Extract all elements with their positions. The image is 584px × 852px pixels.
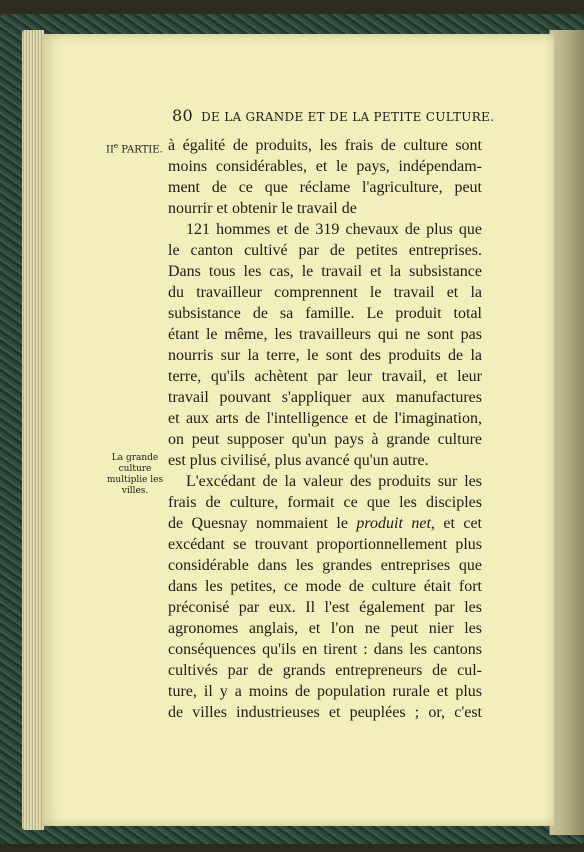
text-line: considérable dans les grandes entreprises que bbox=[168, 557, 482, 574]
facing-page-edge bbox=[549, 30, 584, 835]
text-line: nourris sur la terre, le sont des produits de la bbox=[168, 347, 482, 364]
sidenote-line: multiplie les bbox=[106, 475, 164, 485]
text-line: conséquences qu'ils en tirent : dans les cantons bbox=[168, 641, 482, 658]
italic-term: produit net bbox=[356, 515, 431, 532]
text-line: nourrir et obtenir le travail de bbox=[168, 200, 357, 217]
text-line: moins considérables, et le pays, indépendam- bbox=[168, 158, 482, 175]
sidenote-line: La grande bbox=[111, 453, 159, 463]
text-line: terre, qu'ils achètent par leur travail, et leur bbox=[168, 368, 482, 385]
part-word: PARTIE. bbox=[118, 144, 163, 156]
text-line: on peut supposer qu'un pays à grande culture bbox=[168, 431, 482, 448]
text-line: ture, il y a moins de population rurale et plus bbox=[168, 683, 482, 700]
text-line: Dans tous les cas, le travail et la subsistance bbox=[168, 263, 482, 280]
running-header bbox=[172, 106, 494, 125]
page-number: 80 bbox=[172, 106, 193, 125]
text-line: dans les petites, ce mode de culture était fort bbox=[168, 578, 482, 595]
text-line: préconisé par eux. Il l'est également par les bbox=[168, 599, 482, 616]
page-stack-edge bbox=[22, 30, 44, 830]
text-line: agronomes anglais, et l'on ne peut nier les bbox=[168, 620, 482, 637]
text-line: et aux arts de l'intelligence et de l'imagination, bbox=[168, 410, 482, 427]
text-line: ment de ce que réclame l'agriculture, peut bbox=[168, 179, 482, 196]
text-line bbox=[168, 514, 482, 536]
text-line: à égalité de produits, les frais de culture sont bbox=[168, 137, 482, 154]
part-margin-label bbox=[106, 142, 163, 155]
text-line: étant le même, les travailleurs qui ne sont pas bbox=[168, 326, 482, 343]
text-line: est plus civilisé, plus avancé qu'un autre. bbox=[168, 452, 429, 469]
text-fragment: de Quesnay nommaient le bbox=[168, 515, 357, 532]
part-sup: e bbox=[113, 142, 119, 150]
marginal-sidenote bbox=[98, 453, 172, 497]
text-fragment: , et cet bbox=[430, 515, 482, 532]
text-line: cultivés par de grands entrepreneurs de cul- bbox=[168, 662, 482, 679]
text-line: frais de culture, formait ce que les disciples bbox=[168, 494, 482, 511]
text-line: subsistance de sa famille. Le produit total bbox=[168, 305, 482, 322]
text-line: du travailleur comprennent le travail et la bbox=[168, 284, 482, 301]
text-line: le canton cultivé par de petites entreprises. bbox=[168, 242, 482, 259]
part-roman: II bbox=[106, 144, 114, 156]
sidenote-line: culture bbox=[118, 464, 152, 474]
sidenote-line: villes. bbox=[121, 486, 149, 496]
text-line: L'excédant de la valeur des produits sur les bbox=[186, 473, 482, 490]
text-line: excédant se trouvant proportionnellement plus bbox=[168, 536, 482, 553]
text-line: travail pouvant s'appliquer aux manufactures bbox=[168, 389, 482, 406]
running-head-title: DE LA GRANDE ET DE LA PETITE CULTURE. bbox=[201, 110, 495, 124]
text-line: 121 hommes et de 319 chevaux de plus que bbox=[186, 221, 482, 238]
text-line: de villes industrieuses et peuplées ; or, c'est bbox=[168, 704, 482, 721]
